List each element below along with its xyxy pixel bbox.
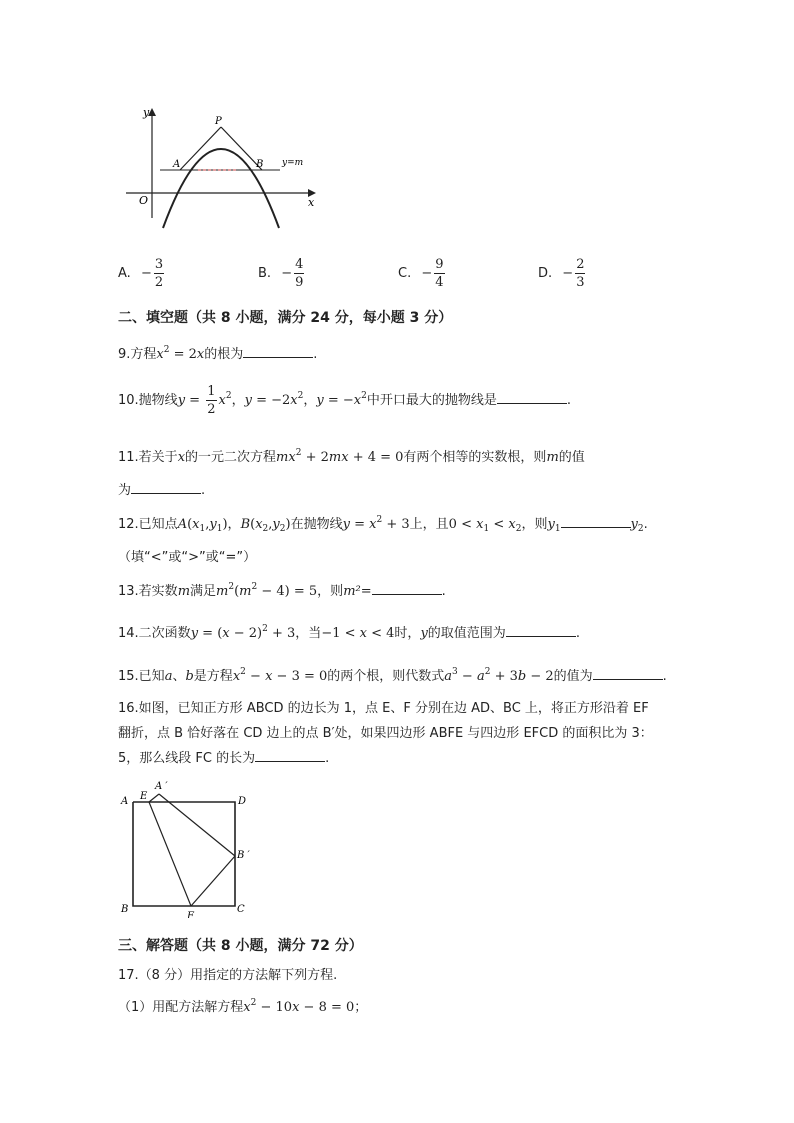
answer-blank — [255, 749, 325, 762]
label-d: D — [238, 796, 247, 807]
segment-f-b-prime — [191, 856, 235, 906]
answer-blank — [506, 624, 576, 637]
label-c: C — [237, 904, 245, 915]
question-16-line1: 16.如图，已知正方形 ABCD 的边长为 1，点 E、F 分别在边 AD、BC 上，将正方形沿着 EF — [118, 701, 649, 716]
segment-pa — [180, 127, 221, 170]
label-b: B — [121, 904, 129, 915]
question-12-note: （填“<”或“>”或“=”） — [118, 550, 257, 565]
answer-blank — [497, 391, 567, 404]
label-f: F — [187, 911, 194, 918]
question-10: 10.抛物线y = $\frac{1}{2}$ $x^2$，$y = -2x^2$，$y = -x^2$中开口最大的抛物线是 . — [118, 384, 572, 417]
parabola-graph — [118, 100, 328, 230]
line-m-label: y=m — [282, 158, 304, 168]
section-2-heading: 二、填空题（共 8 小题，满分 24 分，每小题 3 分） — [118, 310, 453, 326]
origin-label: O — [139, 194, 149, 207]
question-13: 13.若实数m满足$m^2(m^2 - 4) = 5$，则m²= . — [118, 582, 446, 599]
fraction: $\frac{2}{3}$ — [576, 257, 585, 290]
section-3-heading: 三、解答题（共 8 小题，满分 72 分） — [118, 938, 363, 954]
choice-c: C. − $\frac{9}{4}$ — [398, 257, 444, 290]
square-abcd — [133, 802, 235, 906]
fraction: $\frac{9}{4}$ — [435, 257, 444, 290]
fold-line-ef — [149, 802, 191, 906]
question-17-part1: （1）用配方法解方程$x^2 - 10x - 8 = 0$； — [118, 998, 368, 1015]
question-11-line2: 为 . — [118, 483, 206, 498]
choice-a: A. − $\frac{3}{2}$ — [118, 257, 164, 290]
choice-d: D. − $\frac{2}{3}$ — [538, 257, 585, 290]
answer-blank — [243, 345, 313, 358]
question-17: 17.（8 分）用指定的方法解下列方程. — [118, 968, 338, 983]
question-14: 14.二次函数$y = (x - 2)^2 + 3$，当−1 < x < 4时，y的取值范围为 . — [118, 624, 580, 641]
question-12: 12.已知点$A(x_1,y_1)$，$B(x_2,y_2)$在抛物线$y = x^2 + 3$上，且$0 < x_1 < x_2$，则$y_1$ $y_2$. — [118, 515, 648, 534]
point-p-label: P — [215, 116, 222, 127]
segment-ea-prime — [149, 794, 159, 802]
question-16-line3: 5，那么线段 FC 的长为 . — [118, 751, 330, 766]
fraction: $\frac{3}{2}$ — [154, 257, 164, 290]
answer-blank — [561, 515, 631, 528]
label-a-prime: A ′ — [155, 781, 168, 792]
question-16-line2: 翻折，点 B 恰好落在 CD 边上的点 B′处，如果四边形 ABFE 与四边形 EFCD 的面积比为 3： — [118, 726, 653, 741]
question-15: 15.已知a、b是方程$x^2 - x - 3 = 0$的两个根，则代数式$a^3 - a^2 + 3b - 2$的值为 . — [118, 667, 667, 684]
label-b-prime: B ′ — [237, 850, 250, 861]
answer-blank — [131, 481, 201, 494]
y-label: y — [143, 106, 150, 119]
choice-b: B. − $\frac{4}{9}$ — [258, 257, 304, 290]
point-a-label: A — [173, 159, 181, 170]
question-9: 9.方程$x^2 = 2x$的根为 . — [118, 345, 318, 362]
label-a: A — [121, 796, 129, 807]
answer-blank — [593, 667, 663, 680]
point-b-label: B — [256, 159, 264, 170]
segment-a-prime-b-prime — [159, 794, 235, 856]
label-e: E — [140, 791, 148, 802]
answer-blank — [372, 582, 442, 595]
square-fold-diagram — [115, 778, 265, 918]
question-11: 11.若关于x的一元二次方程$mx^2 + 2mx + 4 = 0$有两个相等的实数根，则m的值 — [118, 448, 585, 465]
fraction: $\frac{4}{9}$ — [295, 257, 304, 290]
x-label: x — [308, 196, 315, 209]
